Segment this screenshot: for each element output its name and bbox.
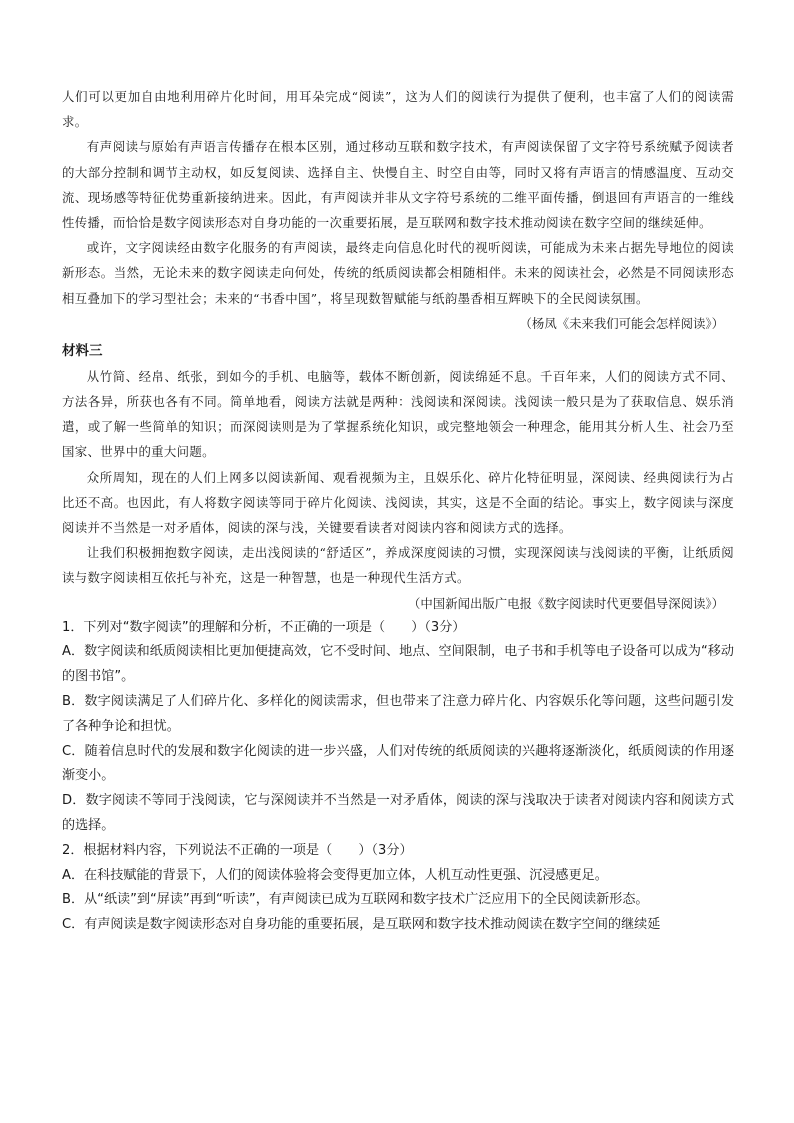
option-c: C．有声阅读是数字阅读形态对自身功能的重要拓展，是互联网和数字技术推动阅读在数字空间的继续延 bbox=[62, 917, 661, 933]
option-b: B．数字阅读满足了人们碎片化、多样化的阅读需求，但也带来了注意力碎片化、内容娱乐化等问题，这些问题引发了各种争论和担忧。 bbox=[62, 694, 734, 734]
option-d: D．数字阅读不等同于浅阅读，它与深阅读并不当然是一对矛盾体，阅读的深与浅取决于读者对阅读内容和阅读方式的选择。 bbox=[62, 793, 734, 834]
question-stem: 1．下列对“数字阅读”的理解和分析，不正确的一项是（ ）（3分） bbox=[62, 619, 466, 635]
paragraph: 众所周知，现在的人们上网多以阅读新闻、观看视频为主，且娱乐化、碎片化特征明显，深阅读、经典阅读行为占比还不高。也因此，有人将数字阅读等同于碎片化阅读、浅阅读，其实，这是不全面的结论。事实上，数字阅读与深度阅读并不当然是一对矛盾体，阅读的深与浅，关键要看读者对阅读内容和阅读方式的选择。 bbox=[62, 469, 734, 536]
material-three-heading: 材料三 bbox=[62, 342, 103, 359]
option-b: B．从“纸读”到“屏读”再到“听读”，有声阅读已成为互联网和数字技术广泛应用下的全民阅读新形态。 bbox=[62, 892, 649, 908]
question-1 bbox=[62, 616, 734, 839]
option-a: A．在科技赋能的背景下，人们的阅读体验将会变得更加立体，人机互动性更强、沉浸感更足。 bbox=[62, 867, 608, 883]
material-three-text bbox=[62, 364, 734, 591]
material-two-source: （杨凤《未来我们可能会怎样阅读》） bbox=[519, 315, 724, 331]
paragraph: 有声阅读与原始有声语言传播存在根本区别，通过移动互联和数字技术，有声阅读保留了文字符号系统赋予阅读者的大部分控制和调节主动权，如反复阅读、选择自主、快慢自主、时空自由等，同时又将有声语言的情感温度、互动交流、现场感等特征优势重新接纳进来。因此，有声阅读并非从文字符号系统的二维平面传播，倒退回有声语言的一维线性传播，而恰恰是数字阅读形态对自身功能的一次重要拓展，是互联网和数字技术推动阅读在数字空间的继续延伸。 bbox=[62, 139, 734, 231]
exam-page bbox=[62, 84, 734, 938]
question-2 bbox=[62, 839, 734, 938]
option-a: A．数字阅读和纸质阅读相比更加便捷高效，它不受时间、地点、空间限制，电子书和手机等电子设备可以成为“移动的图书馆”。 bbox=[62, 644, 734, 685]
question-stem: 2．根据材料内容，下列说法不正确的一项是（ ）（3分） bbox=[62, 842, 413, 858]
material-three-source: （中国新闻出版广电报《数字阅读时代更要倡导深阅读》） bbox=[408, 595, 724, 611]
paragraph: 或许，文字阅读经由数字化服务的有声阅读，最终走向信息化时代的视听阅读，可能成为未来占据先导地位的阅读新形态。当然，无论未来的数字阅读走向何处，传统的纸质阅读都会相随相伴。未来的阅读社会，必然是不同阅读形态相互叠加下的学习型社会；未来的“书香中国”，将呈现数智赋能与纸韵墨香相互辉映下的全民阅读氛围。 bbox=[62, 240, 734, 306]
option-c: C．随着信息时代的发展和数字化阅读的进一步兴盛，人们对传统的纸质阅读的兴趣将逐渐淡化，纸质阅读的作用逐渐变小。 bbox=[62, 743, 734, 784]
paragraph: 让我们积极拥抱数字阅读，走出浅阅读的“舒适区”，养成深度阅读的习惯，实现深阅读与浅阅读的平衡，让纸质阅读与数字阅读相互依托与补充，这是一种智慧，也是一种现代生活方式。 bbox=[62, 545, 734, 586]
material-two-text bbox=[62, 84, 734, 311]
paragraph: 人们可以更加自由地利用碎片化时间，用耳朵完成“阅读”，这为人们的阅读行为提供了便利，也丰富了人们的阅读需求。 bbox=[62, 89, 734, 130]
paragraph: 从竹简、经帛、纸张，到如今的手机、电脑等，载体不断创新，阅读绵延不息。千百年来，人们的阅读方式不同、方法各异，所获也各有不同。简单地看，阅读方法就是两种：浅阅读和深阅读。浅阅读一般只是为了获取信息、娱乐消遣，或了解一些简单的知识；而深阅读则是为了掌握系统化知识，或完整地领会一种理念，能用其分析人生、社会乃至国家、世界中的重大问题。 bbox=[62, 368, 734, 460]
